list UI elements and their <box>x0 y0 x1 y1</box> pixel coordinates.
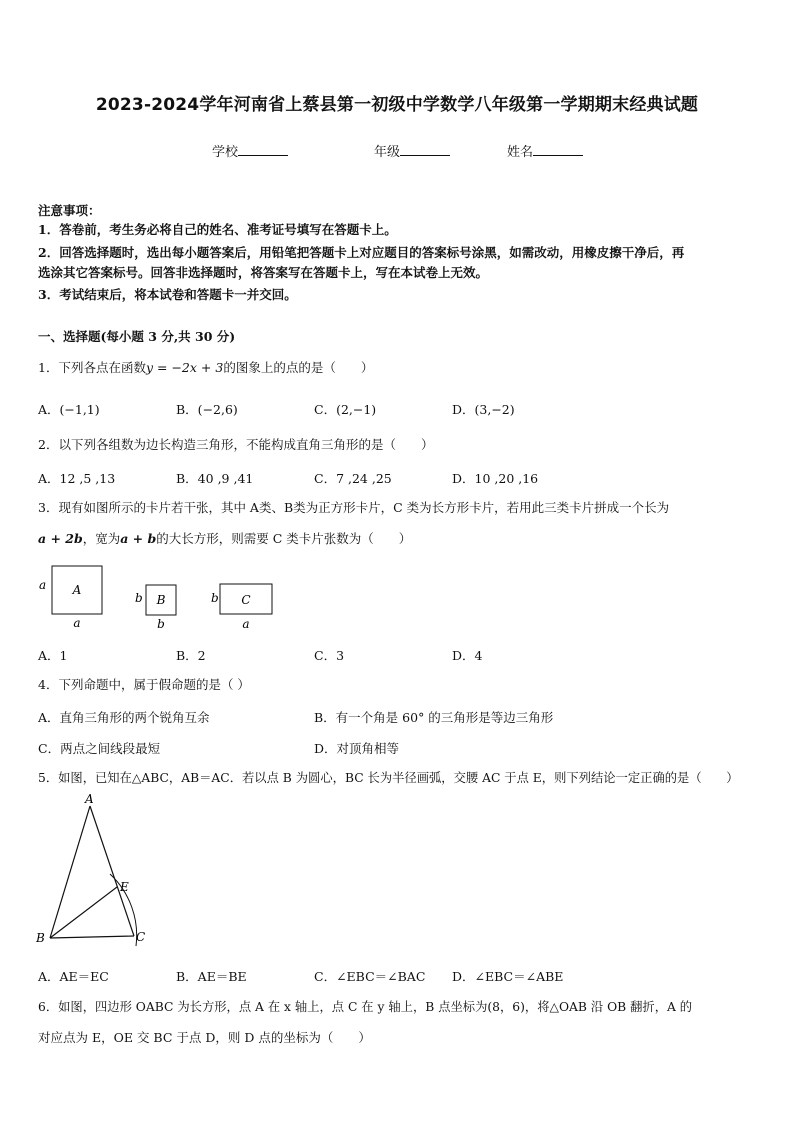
question-3-cards-figure <box>30 560 290 638</box>
card-c-side-bottom: a <box>242 617 250 631</box>
question-2-option-b[interactable]: B．40 ,9 ,41 <box>176 471 254 486</box>
question-5-option-b[interactable]: B．AE＝BE <box>176 969 247 984</box>
school-blank[interactable] <box>238 143 288 156</box>
card-a <box>39 566 102 630</box>
question-3-width-label: ，宽为 <box>82 531 121 546</box>
question-6-stem-line2: 对应点为 E，OE 交 BC 于点 D，则 D 点的坐标为（ ） <box>38 1030 371 1045</box>
card-c-label: C <box>241 593 251 607</box>
vertex-a-label: A <box>85 792 94 806</box>
grade-blank[interactable] <box>400 143 450 156</box>
question-3-width-expr: a + b <box>120 531 157 546</box>
card-a-side-bottom: a <box>73 616 81 630</box>
card-c <box>211 584 272 631</box>
name-label: 姓名 <box>507 145 534 160</box>
question-1-option-d[interactable]: D．(3,−2) <box>452 402 515 417</box>
question-2-option-d[interactable]: D．10 ,20 ,16 <box>452 471 539 486</box>
question-3-option-d[interactable]: D．4 <box>452 648 483 663</box>
question-3-length-expr: a + 2b <box>38 531 83 546</box>
point-e-label: E <box>120 880 129 894</box>
name-field[interactable] <box>507 141 583 160</box>
question-1-option-b[interactable]: B．(−2,6) <box>176 402 238 417</box>
card-b <box>135 585 176 631</box>
question-1-option-a[interactable]: A．(−1,1) <box>38 402 100 417</box>
question-5-option-d[interactable]: D．∠EBC＝∠ABE <box>452 969 564 984</box>
question-5-option-a[interactable]: A．AE＝EC <box>38 969 109 984</box>
question-1-option-c[interactable]: C．(2,−1) <box>314 402 377 417</box>
grade-label: 年级 <box>374 145 401 160</box>
question-3-option-a[interactable]: A．1 <box>38 648 68 663</box>
section-heading: 一、选择题(每小题 3 分,共 30 分) <box>38 329 236 344</box>
question-4-option-c[interactable]: C．两点之间线段最短 <box>38 741 161 756</box>
card-c-side-left: b <box>211 591 219 605</box>
question-5-stem: 5．如图，已知在△ABC，AB＝AC．若以点 B 为圆心，BC 长为半径画弧，交腰 AC 于点 E，则下列结论一定正确的是（ ） <box>38 771 739 785</box>
school-label: 学校 <box>212 145 239 160</box>
page-title: 2023-2024学年河南省上蔡县第一初级中学数学八年级第一学期期末经典试题 <box>95 95 699 115</box>
question-4-stem: 4．下列命题中，属于假命题的是（ ） <box>38 677 250 692</box>
card-a-side-left: a <box>39 578 47 592</box>
question-4-option-b[interactable]: B．有一个角是 60° 的三角形是等边三角形 <box>314 710 554 725</box>
notice-heading: 注意事项： <box>38 203 101 218</box>
card-b-side-left: b <box>135 591 143 605</box>
question-5-triangle-figure <box>30 788 160 958</box>
question-2-option-c[interactable]: C．7 ,24 ,25 <box>314 471 392 486</box>
notice-item: 2．回答选择题时，选出每小题答案后，用铅笔把答题卡上对应题目的答案标号涂黑，如需改动，用橡皮擦干净后，再 <box>38 245 685 260</box>
vertex-c-label: C <box>136 930 146 944</box>
question-3-option-c[interactable]: C．3 <box>314 648 345 663</box>
question-1-formula: y = −2x + 3 <box>145 360 224 375</box>
side-ac <box>90 806 134 936</box>
segment-be <box>50 887 117 938</box>
grade-field[interactable] <box>374 141 450 160</box>
notice-item: 选涂其它答案标号。回答非选择题时，将答案写在答题卡上，写在本试卷上无效。 <box>38 265 489 280</box>
question-2-option-a[interactable]: A．12 ,5 ,13 <box>38 471 116 486</box>
question-1-stem-pre: 1．下列各点在函数 <box>38 360 146 375</box>
question-2-stem: 2．以下列各组数为边长构造三角形，不能构成直角三角形的是（ ） <box>38 437 434 452</box>
side-ab <box>50 806 90 938</box>
vertex-b-label: B <box>36 931 45 945</box>
question-3-stem-line2 <box>38 531 411 547</box>
question-4-option-a[interactable]: A．直角三角形的两个锐角互余 <box>38 710 210 725</box>
question-6-stem-line1: 6．如图，四边形 OABC 为长方形，点 A 在 x 轴上，点 C 在 y 轴上，B 点坐标为(8，6)，将△OAB 沿 OB 翻折，A 的 <box>38 1000 693 1014</box>
card-a-label: A <box>72 583 82 597</box>
question-3-stem-tail: 的大长方形，则需要 C 类卡片张数为（ ） <box>156 531 412 546</box>
question-4-option-d[interactable]: D．对顶角相等 <box>314 741 400 756</box>
side-bc <box>50 936 134 938</box>
card-b-label: B <box>156 593 166 607</box>
question-3-option-b[interactable]: B．2 <box>176 648 206 663</box>
notice-item: 1．答卷前，考生务必将自己的姓名、准考证号填写在答题卡上。 <box>38 222 397 237</box>
question-1-stem <box>38 360 373 376</box>
question-3-stem-line1: 3．现有如图所示的卡片若干张，其中 A类、B类为正方形卡片，C 类为长方形卡片，若用此三类卡片拼成一个长为 <box>38 500 670 515</box>
card-b-side-bottom: b <box>157 617 165 631</box>
notice-item: 3．考试结束后，将本试卷和答题卡一并交回。 <box>38 287 297 302</box>
question-1-stem-post: 的图象上的点的是（ ） <box>223 360 374 375</box>
name-blank[interactable] <box>533 143 583 156</box>
school-field[interactable] <box>212 141 288 160</box>
question-5-option-c[interactable]: C．∠EBC＝∠BAC <box>314 969 426 984</box>
